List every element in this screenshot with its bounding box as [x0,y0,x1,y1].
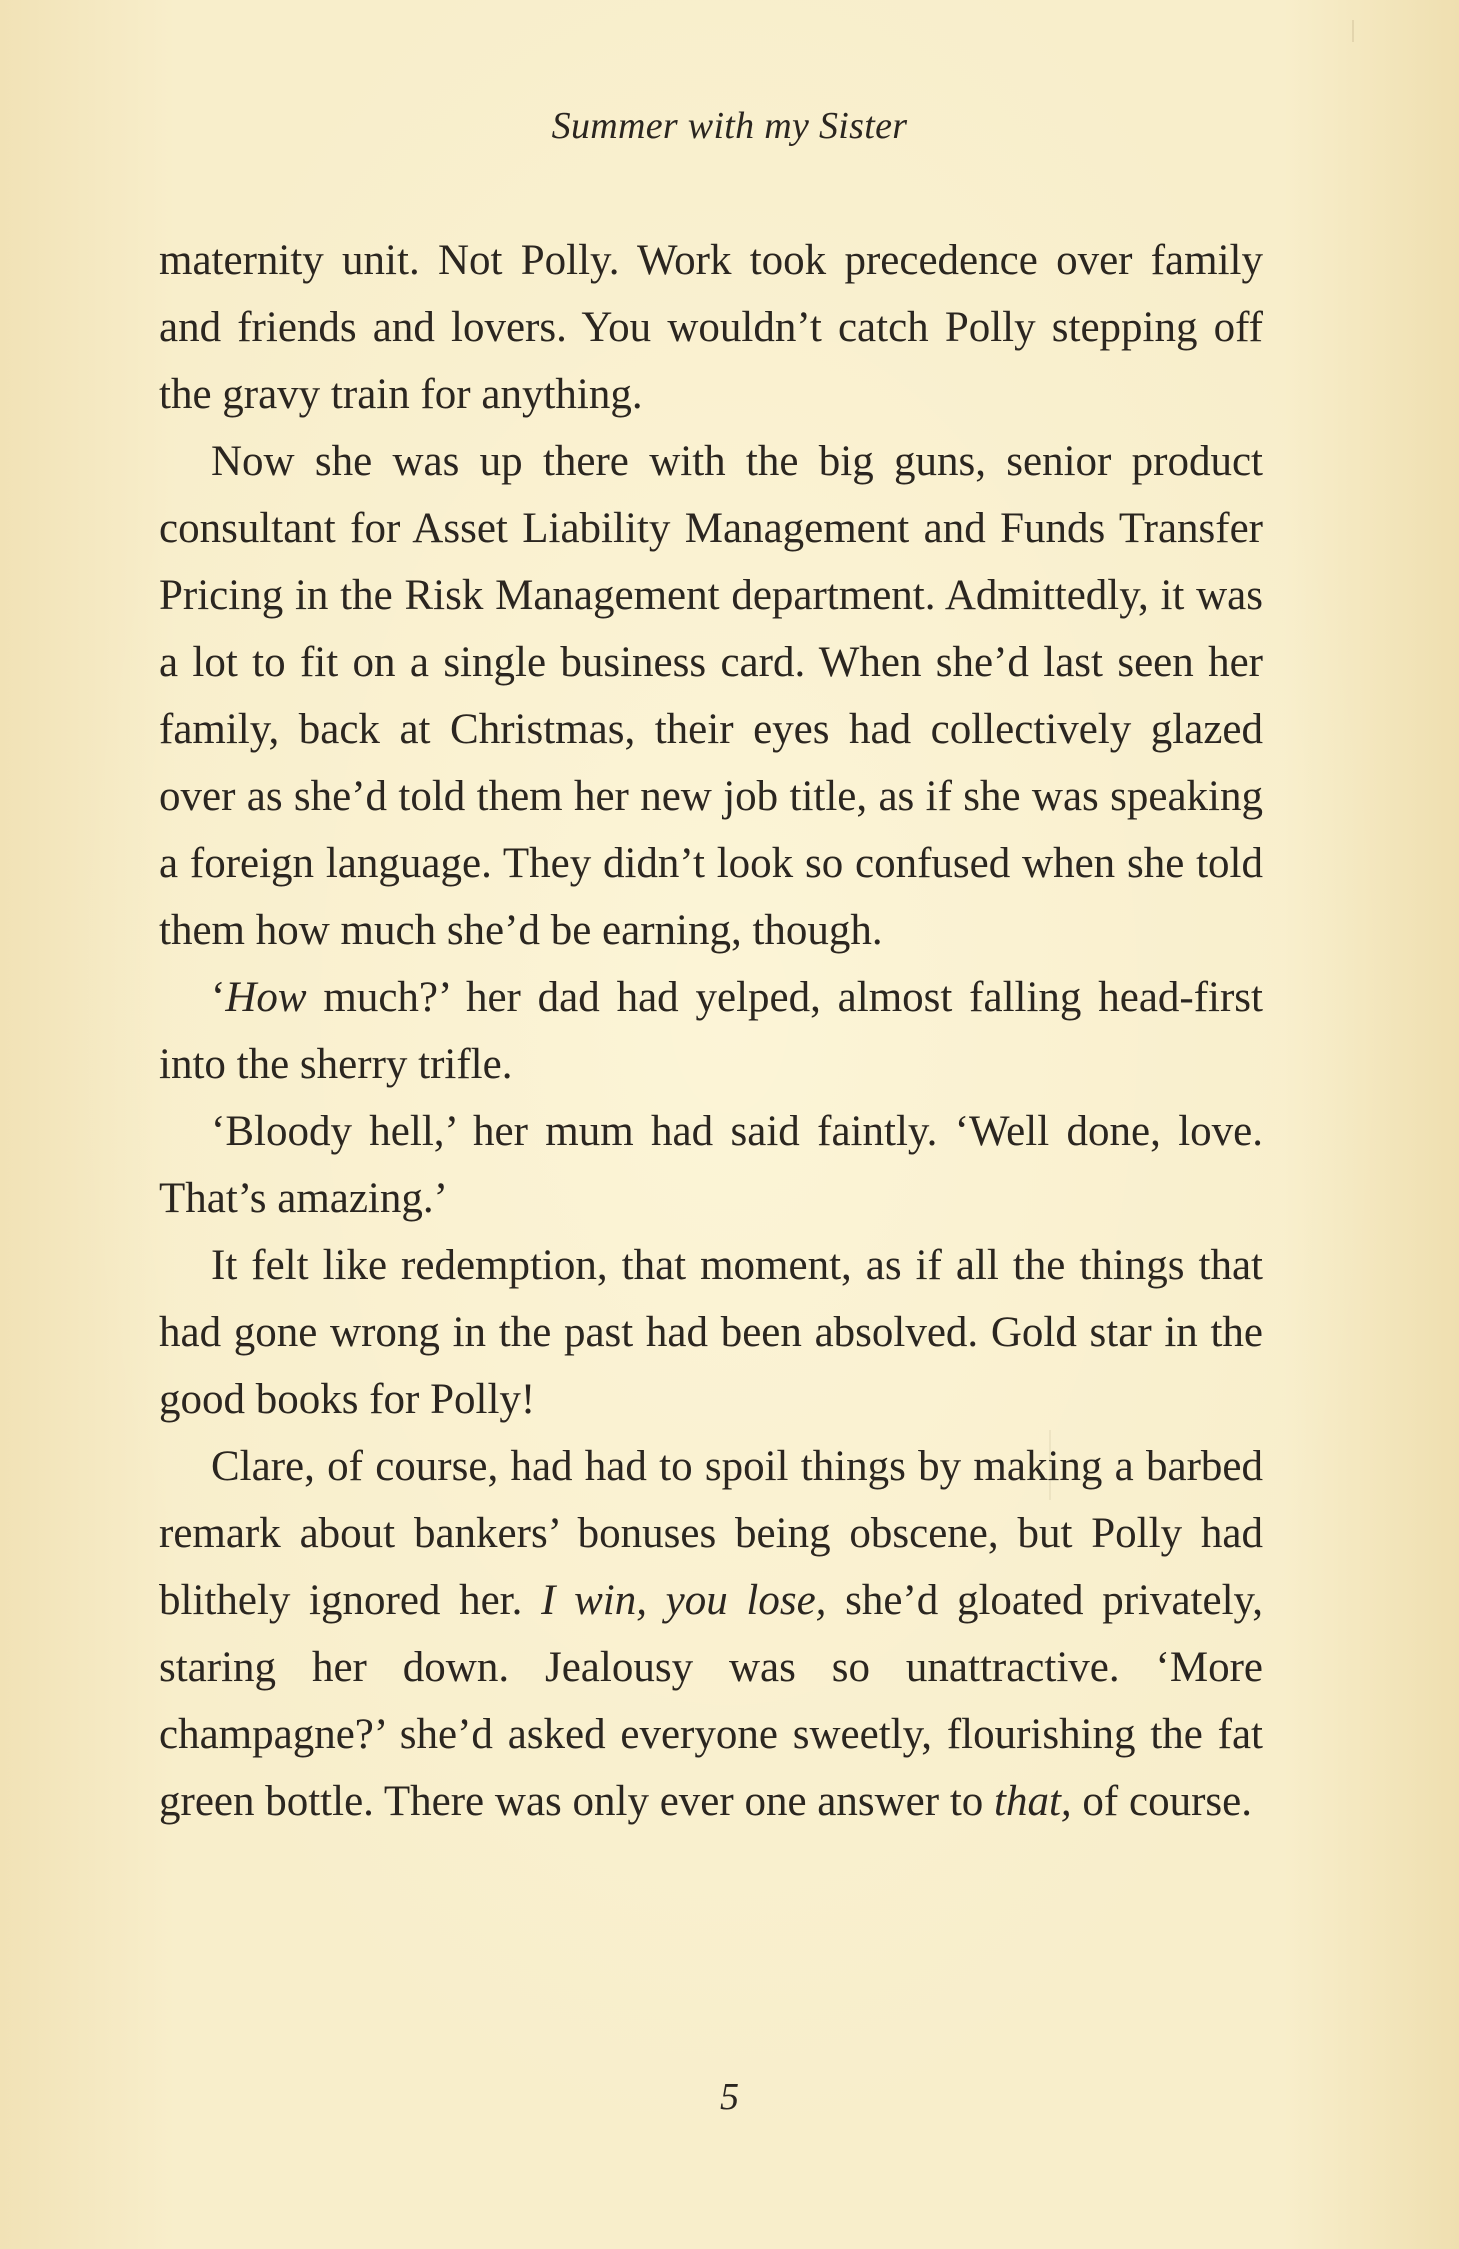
running-head: Summer with my Sister [551,105,908,147]
text-run: It felt like redemption, that moment, as if all the things that had gone wrong in the past had been absolved. Gold star in the good books for Polly! [159,1242,1263,1423]
body-text [159,227,1263,1835]
paragraph [159,964,1263,1098]
text-run: maternity unit. Not Polly. Work took precedence over family and friends and lovers. You wouldn’t catch Polly stepping off the gravy train for anything. [159,237,1263,418]
italic-text: How [225,974,307,1021]
text-run: of course. [1071,1778,1252,1825]
paragraph [159,1098,1263,1232]
paragraph [159,428,1263,964]
text-run: ‘Bloody hell,’ her mum had said faintly. ‘Well done, love. That’s amazing.’ [159,1108,1263,1222]
paragraph [159,227,1263,428]
paragraph [159,1232,1263,1433]
italic-text: that, [994,1778,1072,1825]
paragraph [159,1433,1263,1835]
page-number: 5 [720,2076,739,2118]
text-run: she’d gloated privately, staring her down. Jealousy was so unattractive. ‘More champagne?’ she’d asked everyone sweetly, flourishing the fat green bottle. There was only ever one answer to [159,1577,1263,1825]
text-run: Clare, of course, had had to spoil things by making a barbed remark about bankers’ bonuses being obscene, but Polly had blithely ignored her. [159,1443,1263,1624]
text-run: ‘ [211,974,226,1021]
text-run: Now she was up there with the big guns, senior product consultant for Asset Liability Management and Funds Transfer Pricing in the Risk Management department. Admittedly, it was a lot to fit on a single business card. When she’d last seen her family, back at Christmas, their eyes had collectively glazed over as she’d told them her new job title, as if she was speaking a foreign language. They didn’t look so confused when she told them how much she’d be earning, though. [159,438,1263,954]
text-run: much?’ her dad had yelped, almost falling head-first into the sherry trifle. [159,974,1263,1088]
italic-text: I win, you lose, [541,1577,827,1624]
